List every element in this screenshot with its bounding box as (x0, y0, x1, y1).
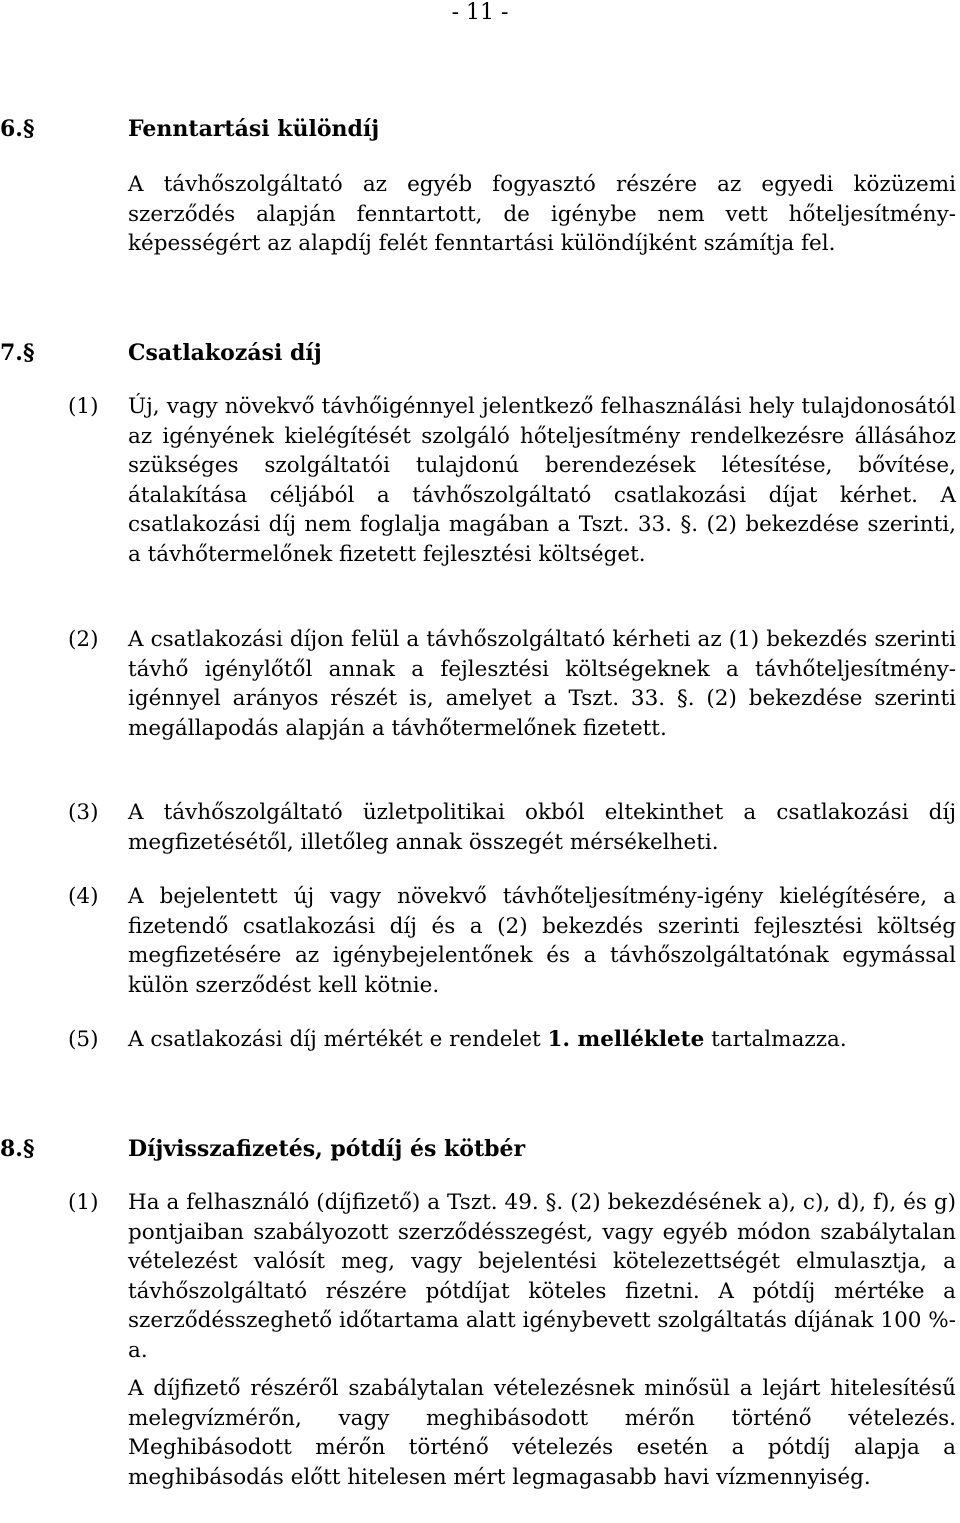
section-8-item-1-text: Ha a felhasználó (díjfizető) a Tszt. 49. §. (2) bekezdésének a), c), d), f), és g) pontjaiban szabályozott szerződésszegést, vagy egyéb módon szabálytalan vételezést valósít meg, vagy bejelentési kötelezettségét elmulasztja, a távhőszolgáltató részére pótdíjat köteles fizetni. A pótdíj mértéke a szerződésszeghető időtartama alatt igénybevett szolgáltatás díjának 100 %-a. (128, 1190, 956, 1363)
section-number: 8.§ (0, 1136, 35, 1162)
section-title: Csatlakozási díj (128, 340, 322, 366)
section-7-item-3-text: A távhőszolgáltató üzletpolitikai okból eltekinthet a csatlakozási díj megfizetésétől, illetőleg annak összegét mérsékelheti. (128, 800, 956, 855)
section-7-item-4-text: A bejelentett új vagy növekvő távhőteljesítmény-igény kielégítésére, a fizetendő csatlakozási díj és a (2) bekezdés szerinti fejlesztési költség megfizetésére az igénybejelentőnek és a távhőszolgáltatónak egymással külön szerződést kell kötnie. (128, 884, 956, 998)
text-run: A csatlakozási díj mértékét e rendelet (128, 1027, 548, 1052)
item-number: (2) (68, 627, 99, 652)
item-number: (1) (68, 1190, 99, 1215)
section-7-item-5-text (128, 1025, 956, 1055)
section-number: 6.§ (0, 116, 35, 142)
section-6-body: A távhőszolgáltató az egyéb fogyasztó részére az egyedi közüzemi szerződés alapján fenntartott, de igénybe nem vett hőteljesítmény-képességért az alapdíj felét fenntartási különdíjként számítja fel. (128, 172, 956, 256)
item-number: (5) (68, 1027, 99, 1052)
section-8-item-1-text-continued: A díjfizető részéről szabálytalan vételezésnek minősül a lejárt hitelesítésű melegvízmérőn, vagy meghibásodott mérőn történő vételezés. Meghibásodott mérőn történő vételezés esetén a pótdíj alapja a meghibásodás előtt hitelesen mért legmagasabb havi vízmennyiség. (128, 1376, 956, 1490)
item-number: (3) (68, 800, 99, 825)
item-number: (4) (68, 884, 99, 909)
page-number: - 11 - (451, 0, 509, 25)
section-title: Fenntartási különdíj (128, 116, 380, 142)
section-number: 7.§ (0, 340, 35, 366)
section-7-item-1-text: Új, vagy növekvő távhőigénnyel jelentkező felhasználási hely tulajdonosától az igényének kielégítését szolgáló hőteljesítmény rendelkezésre állásához szükséges szolgáltatói tulajdonú berendezések létesítése, bővítése, átalakítása céljából a távhőszolgáltató csatlakozási díjat kérhet. A csatlakozási díj nem foglalja magában a Tszt. 33. §. (2) bekezdése szerinti, a távhőtermelőnek fizetett fejlesztési költséget. (128, 394, 956, 567)
item-number: (1) (68, 394, 99, 419)
section-7-item-2-text: A csatlakozási díjon felül a távhőszolgáltató kérheti az (1) bekezdés szerinti távhő igénylőtől annak a fejlesztési költségeknek a távhőteljesítmény-igénnyel arányos részét is, amelyet a Tszt. 33. §. (2) bekezdése szerinti megállapodás alapján a távhőtermelőnek fizetett. (128, 627, 956, 741)
text-run: tartalmazza. (704, 1027, 847, 1052)
annex-reference: 1. melléklete (547, 1027, 705, 1052)
section-title: Díjvisszafizetés, pótdíj és kötbér (128, 1136, 526, 1162)
